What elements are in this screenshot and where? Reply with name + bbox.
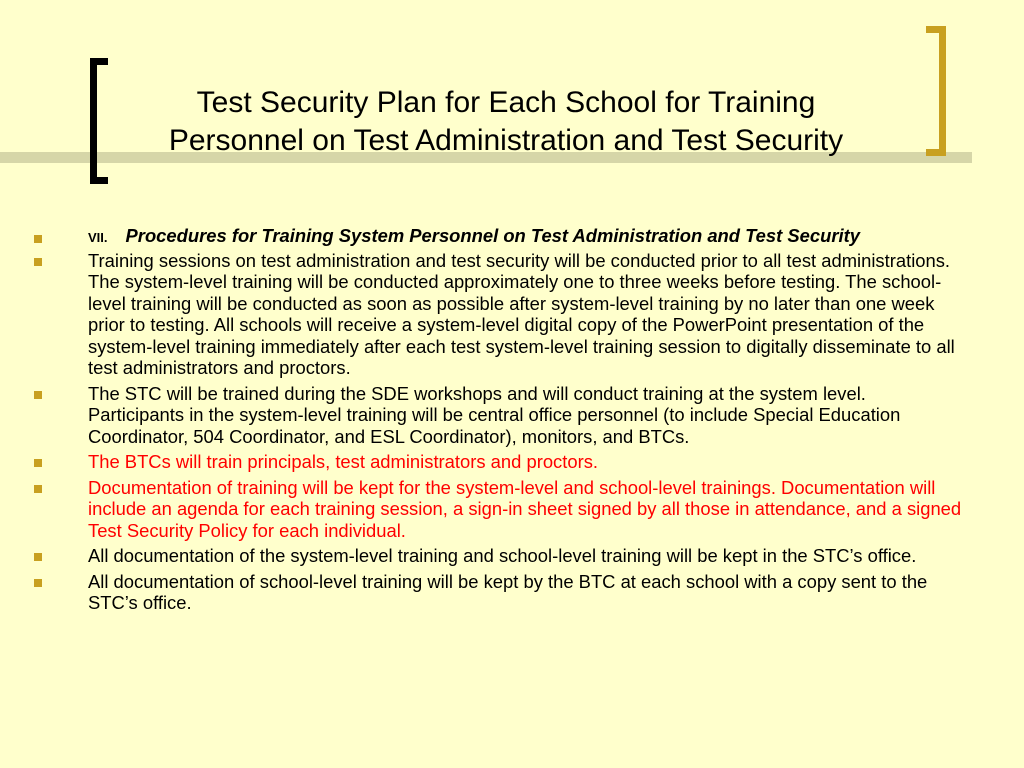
bullet-text: All documentation of the system-level training and school-level training will be kept in the STC’s office. — [88, 545, 917, 566]
bullet-text: The BTCs will train principals, test administrators and proctors. — [88, 451, 599, 472]
title-line-1: Test Security Plan for Each School for Training — [196, 86, 816, 119]
section-number: VII. — [88, 230, 108, 245]
bullet-list — [34, 225, 964, 614]
section-heading-item — [34, 225, 964, 249]
title-line-2: Personnel on Test Administration and Test Security — [168, 124, 844, 157]
square-bullet-icon — [34, 485, 42, 493]
right-bracket-decoration — [926, 26, 946, 156]
square-bullet-icon — [34, 235, 42, 243]
section-title: Procedures for Training System Personnel on Test Administration and Test Security — [125, 225, 860, 246]
bullet-text: Training sessions on test administration and test security will be conducted prior to all test administrations. The system-level training will be conducted approximately one to three weeks before testing. The school-level training will be conducted as soon as possible after system-level training by no later than one week prior to testing. All schools will receive a system-level digital copy of the PowerPoint presentation of the system-level training immediately after each test system-level training session to digitally disseminate to all test administrators and proctors. — [88, 249, 955, 378]
square-bullet-icon — [34, 459, 42, 467]
slide-content — [34, 225, 964, 618]
list-item-highlighted — [34, 477, 964, 542]
list-item — [34, 545, 964, 567]
bullet-text: All documentation of school-level training will be kept by the BTC at each school with a copy sent to the STC’s office. — [88, 570, 928, 613]
square-bullet-icon — [34, 391, 42, 399]
list-item-highlighted — [34, 451, 964, 473]
list-item — [34, 383, 964, 448]
slide-title — [100, 84, 912, 160]
square-bullet-icon — [34, 579, 42, 587]
square-bullet-icon — [34, 258, 42, 266]
bullet-text: Documentation of training will be kept for the system-level and school-level trainings. Documentation will include an agenda for each training session, a sign-in sheet signed by all those in attendance, and a signed Test Security Policy for each individual. — [88, 476, 962, 541]
list-item — [34, 571, 964, 614]
square-bullet-icon — [34, 553, 42, 561]
list-item — [34, 250, 964, 379]
bullet-text: The STC will be trained during the SDE workshops and will conduct training at the system level. Participants in the system-level training will be central office personnel (to include Special Education Coordinator, 504 Coordinator, and ESL Coordinator), monitors, and BTCs. — [88, 382, 901, 447]
